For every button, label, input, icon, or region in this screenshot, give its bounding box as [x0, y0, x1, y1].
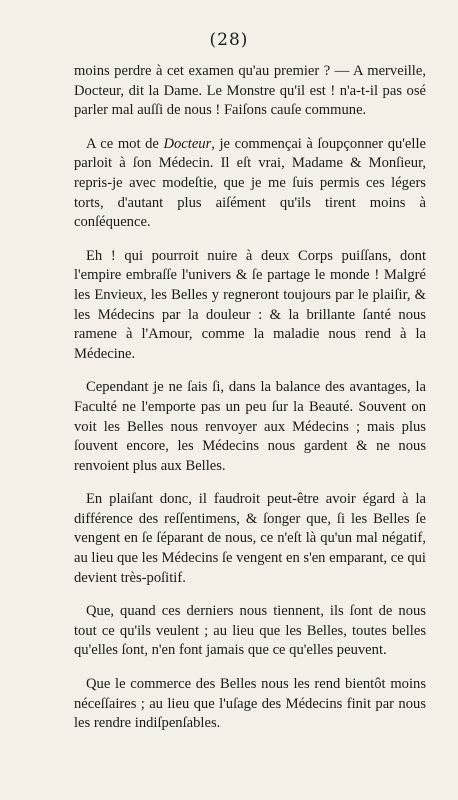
paragraph-5-text: En plaiſant donc, il faudroit peut-être avoir égard à la différence des reſſentimens, & ſonger que, ſi les Belles ſe vengent en ſe ſéparant de nous, ce n'eſt là qu'un mal négatif, au lieu que les Médecins ſe vengent en s'en emparant, ce qui devient très-poſitif.	[74, 491, 426, 586]
paragraph-7-text: Que le commerce des Belles nous les rend bientôt moins néceſſaires ; au lieu que l'uſage des Médecins finit par nous les rendre indiſpenſables.	[74, 676, 426, 732]
paragraph-2-text-a: A ce mot de	[86, 135, 164, 152]
paragraph-2-text-b: , je commençai à ſoupçonner qu'elle parloit à ſon Médecin. Il eſt vrai, Madame & Monſieur, repris-je avec modeſtie, que je me ſuis permis ces légers torts, d'autant plus aiſément qu'ils tirent moins à conſéquence.	[74, 135, 426, 231]
body-text	[74, 62, 426, 748]
paragraph-3-text: Eh ! qui pourroit nuire à deux Corps puiſſans, dont l'empire embraſſe l'univers & ſe partage le monde ! Malgré les Envieux, les Belles y regneront toujours par le plaiſir, & les Médecins par la douleur : & la brillante ſanté nous ramene à l'Amour, comme la maladie nous rend à la Médecine.	[74, 247, 426, 362]
paragraph-2-italic-word: Docteur	[163, 135, 212, 152]
paragraph-4-text: Cependant je ne ſais ſi, dans la balance des avantages, la Faculté ne l'emporte pas un peu ſur la Beauté. Souvent on voit les Belles nous renvoyer aux Médecins ; mais plus ſouvent encore, les Médecins nous gardent & ne nous renvoient plus aux Belles.	[74, 379, 426, 474]
paragraph-3	[74, 247, 426, 365]
page-number: (28)	[209, 30, 249, 50]
paragraph-6	[74, 602, 426, 661]
paragraph-7	[74, 675, 426, 734]
paragraph-1	[74, 62, 426, 121]
paragraph-5	[74, 490, 426, 588]
paragraph-2	[74, 135, 426, 233]
paragraph-1-text: moins perdre à cet examen qu'au premier ? — A merveille, Docteur, dit la Dame. Le Monstre qu'il est ! n'a-t-il pas osé parler mal auſſi de nous ! Faiſons cauſe commune.	[74, 63, 426, 119]
paragraph-6-text: Que, quand ces derniers nous tiennent, ils ſont de nous tout ce qu'ils veulent ; au lieu que les Belles, toutes belles qu'elles ſont, n'en font jamais que ce qu'elles peuvent.	[74, 603, 426, 659]
paragraph-4	[74, 378, 426, 476]
